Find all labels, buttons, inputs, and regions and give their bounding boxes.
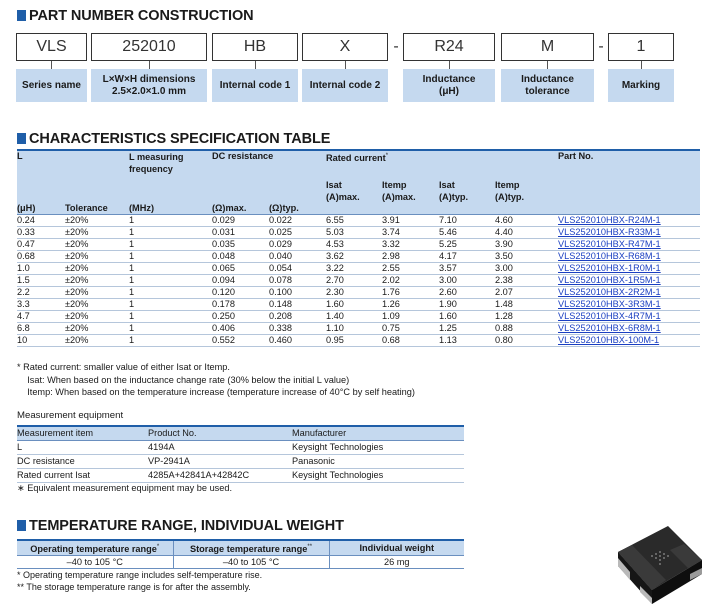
cell-part-number[interactable]: VLS252010HBX-2R2M-1: [558, 287, 700, 299]
cell-dcr-max: 0.178: [212, 299, 269, 311]
cell-L-value: 1.5: [17, 275, 65, 287]
hdr-L: L: [17, 150, 65, 179]
spec-note: Isat: When based on the inductance change rate (30% below the initial L value): [17, 374, 350, 385]
cell-isat-typ: 3.57: [439, 263, 495, 275]
cell-part-number[interactable]: VLS252010HBX-100M-1: [558, 335, 700, 347]
cell-tolerance: ±20%: [65, 227, 129, 239]
cell-itemp-typ: 0.80: [495, 335, 558, 347]
cell-isat-typ: 1.13: [439, 335, 495, 347]
temp-hdr-operating: Operating temperature range*: [17, 540, 173, 556]
cell-dcr-max: 0.029: [212, 215, 269, 227]
cell-frequency: 1: [129, 323, 212, 335]
cell-dcr-typ: 0.054: [269, 263, 326, 275]
cell-itemp-max: 3.32: [382, 239, 439, 251]
section-title-spec-table: CHARACTERISTICS SPECIFICATION TABLE: [17, 131, 330, 147]
cell-isat-typ: 3.00: [439, 275, 495, 287]
temp-storage-value: –40 to 105 °C: [173, 556, 329, 569]
cell-dcr-typ: 0.029: [269, 239, 326, 251]
cell-isat-typ: 1.60: [439, 311, 495, 323]
table-row: [17, 299, 700, 311]
pn-connector: [51, 61, 52, 69]
pn-segment-inductance: R24: [403, 33, 495, 61]
cell-dcr-typ: 0.078: [269, 275, 326, 287]
pn-connector: [255, 61, 256, 69]
cell-itemp-typ: 4.60: [495, 215, 558, 227]
cell-tolerance: ±20%: [65, 251, 129, 263]
cell-itemp-typ: 2.38: [495, 275, 558, 287]
cell-dcr-typ: 0.460: [269, 335, 326, 347]
cell-itemp-typ: 4.40: [495, 227, 558, 239]
table-row: L 4194A Keysight Technologies: [17, 441, 464, 455]
cell-isat-typ: 2.60: [439, 287, 495, 299]
pn-label-tolerance: Inductance tolerance: [501, 69, 594, 102]
cell-isat-typ: 4.17: [439, 251, 495, 263]
temperature-table: [17, 539, 464, 569]
table-row: [17, 335, 700, 347]
spec-table-body: [17, 215, 700, 347]
cell-itemp-typ: 3.50: [495, 251, 558, 263]
meas-hdr-item: Measurement item: [17, 426, 148, 441]
cell-isat-max: 1.40: [326, 311, 382, 323]
cell-part-number[interactable]: VLS252010HBX-R33M-1: [558, 227, 700, 239]
cell-isat-max: 2.30: [326, 287, 382, 299]
cell-L-value: 4.7: [17, 311, 65, 323]
cell-dcr-typ: 0.208: [269, 311, 326, 323]
cell-dcr-max: 0.552: [212, 335, 269, 347]
cell-isat-max: 1.60: [326, 299, 382, 311]
cell-frequency: 1: [129, 287, 212, 299]
spec-notes: [17, 361, 415, 399]
cell-L-value: 1.0: [17, 263, 65, 275]
hdr-itemp-typ: Itemp (A)typ.: [495, 179, 558, 203]
cell-itemp-max: 2.55: [382, 263, 439, 275]
hdr-dcr-max: (Ω)max.: [212, 203, 269, 215]
cell-L-value: 6.8: [17, 323, 65, 335]
measurement-table: [17, 425, 464, 483]
pn-connector: [547, 61, 548, 69]
cell-itemp-typ: 2.07: [495, 287, 558, 299]
table-row: [17, 239, 700, 251]
meas-hdr-manufacturer: Manufacturer: [292, 426, 464, 441]
cell-dcr-max: 0.120: [212, 287, 269, 299]
spec-table: [17, 149, 700, 347]
pn-label-code2: Internal code 2: [302, 69, 388, 102]
spec-header-row: [17, 203, 700, 215]
table-row: [17, 323, 700, 335]
cell-frequency: 1: [129, 251, 212, 263]
cell-tolerance: ±20%: [65, 299, 129, 311]
cell-dcr-typ: 0.022: [269, 215, 326, 227]
cell-dcr-max: 0.250: [212, 311, 269, 323]
cell-tolerance: ±20%: [65, 287, 129, 299]
spec-header-row: [17, 179, 700, 203]
table-row: [17, 556, 464, 569]
cell-itemp-max: 0.68: [382, 335, 439, 347]
hdr-dcr: DC resistance: [212, 150, 326, 179]
cell-tolerance: ±20%: [65, 239, 129, 251]
cell-isat-max: 5.03: [326, 227, 382, 239]
cell-L-value: 0.47: [17, 239, 65, 251]
meas-hdr-product: Product No.: [148, 426, 292, 441]
weight-value: 26 mg: [329, 556, 464, 569]
cell-L-value: 0.68: [17, 251, 65, 263]
cell-itemp-max: 1.76: [382, 287, 439, 299]
temperature-note: * Operating temperature range includes self-temperature rise.: [17, 570, 263, 580]
pn-segment-marking: 1: [608, 33, 674, 61]
cell-dcr-max: 0.065: [212, 263, 269, 275]
pn-segment-code1: HB: [212, 33, 298, 61]
cell-dcr-typ: 0.040: [269, 251, 326, 263]
cell-frequency: 1: [129, 263, 212, 275]
cell-isat-max: 3.62: [326, 251, 382, 263]
temperature-notes: [17, 569, 262, 593]
pn-connector: [449, 61, 450, 69]
pn-dash: -: [393, 38, 399, 55]
cell-L-value: 10: [17, 335, 65, 347]
cell-tolerance: ±20%: [65, 323, 129, 335]
cell-isat-typ: 1.25: [439, 323, 495, 335]
table-row: DC resistance VP-2941A Panasonic: [17, 455, 464, 469]
cell-itemp-max: 2.02: [382, 275, 439, 287]
hdr-freq-unit: (MHz): [129, 203, 212, 215]
cell-tolerance: ±20%: [65, 263, 129, 275]
cell-part-number[interactable]: VLS252010HBX-1R0M-1: [558, 263, 700, 275]
cell-frequency: 1: [129, 335, 212, 347]
temp-hdr-weight: Individual weight: [329, 540, 464, 556]
section-marker-icon: [17, 133, 26, 144]
cell-frequency: 1: [129, 275, 212, 287]
hdr-itemp-max: Itemp (A)max.: [382, 179, 439, 203]
hdr-rated: Rated current*: [326, 150, 558, 179]
cell-frequency: 1: [129, 311, 212, 323]
cell-L-value: 3.3: [17, 299, 65, 311]
spec-header-row: [17, 150, 700, 179]
pn-label-series: Series name: [16, 69, 87, 102]
cell-isat-max: 0.95: [326, 335, 382, 347]
cell-dcr-typ: 0.338: [269, 323, 326, 335]
spec-note: Itemp: When based on the temperature increase (temperature increase of 40°C by self heating): [17, 387, 415, 397]
hdr-dcr-typ: (Ω)typ.: [269, 203, 326, 215]
temp-hdr-storage: Storage temperature range**: [173, 540, 329, 556]
cell-itemp-max: 1.26: [382, 299, 439, 311]
cell-part-number[interactable]: VLS252010HBX-1R5M-1: [558, 275, 700, 287]
cell-part-number[interactable]: VLS252010HBX-R47M-1: [558, 239, 700, 251]
table-row: [17, 215, 700, 227]
section-marker-icon: [17, 10, 26, 21]
cell-itemp-max: 3.74: [382, 227, 439, 239]
pn-segment-tolerance: M: [501, 33, 594, 61]
spec-note: * Rated current: smaller value of either Isat or Itemp.: [17, 362, 230, 372]
pn-dash: -: [598, 38, 604, 55]
table-row: [17, 263, 700, 275]
hdr-tolerance: Tolerance: [65, 203, 129, 215]
table-row: [17, 287, 700, 299]
cell-isat-max: 3.22: [326, 263, 382, 275]
pn-segment-code2: X: [302, 33, 388, 61]
cell-isat-max: 1.10: [326, 323, 382, 335]
cell-tolerance: ±20%: [65, 335, 129, 347]
section-marker-icon: [17, 520, 26, 531]
temperature-note: ** The storage temperature range is for after the assembly.: [17, 582, 251, 592]
pn-segment-series: VLS: [16, 33, 87, 61]
hdr-part: Part No.: [558, 150, 700, 179]
temp-operating-value: –40 to 105 °C: [17, 556, 173, 569]
cell-frequency: 1: [129, 299, 212, 311]
pn-connector: [345, 61, 346, 69]
cell-itemp-max: 3.91: [382, 215, 439, 227]
cell-dcr-typ: 0.100: [269, 287, 326, 299]
cell-dcr-max: 0.406: [212, 323, 269, 335]
hdr-L-unit: (μH): [17, 203, 65, 215]
pn-segment-dimensions: 252010: [91, 33, 207, 61]
cell-part-number[interactable]: VLS252010HBX-4R7M-1: [558, 311, 700, 323]
hdr-isat-typ: Isat (A)typ.: [439, 179, 495, 203]
pn-connector: [641, 61, 642, 69]
cell-itemp-typ: 0.88: [495, 323, 558, 335]
pn-label-code1: Internal code 1: [212, 69, 298, 102]
cell-tolerance: ±20%: [65, 311, 129, 323]
pn-connector: [149, 61, 150, 69]
section-title-part-number: PART NUMBER CONSTRUCTION: [17, 8, 254, 24]
cell-tolerance: ±20%: [65, 215, 129, 227]
cell-dcr-typ: 0.148: [269, 299, 326, 311]
cell-itemp-typ: 3.90: [495, 239, 558, 251]
cell-part-number[interactable]: VLS252010HBX-R68M-1: [558, 251, 700, 263]
cell-isat-max: 4.53: [326, 239, 382, 251]
cell-part-number[interactable]: VLS252010HBX-6R8M-1: [558, 323, 700, 335]
cell-L-value: 0.24: [17, 215, 65, 227]
measurement-title: Measurement equipment: [17, 410, 124, 421]
cell-dcr-max: 0.094: [212, 275, 269, 287]
hdr-freq: L measuring frequency: [129, 150, 212, 179]
inductor-chip-image: [610, 520, 706, 608]
cell-isat-typ: 7.10: [439, 215, 495, 227]
cell-frequency: 1: [129, 215, 212, 227]
cell-dcr-max: 0.048: [212, 251, 269, 263]
table-row: [17, 275, 700, 287]
cell-dcr-max: 0.031: [212, 227, 269, 239]
cell-L-value: 2.2: [17, 287, 65, 299]
cell-isat-typ: 1.90: [439, 299, 495, 311]
cell-itemp-max: 2.98: [382, 251, 439, 263]
cell-isat-max: 2.70: [326, 275, 382, 287]
cell-frequency: 1: [129, 239, 212, 251]
hdr-isat-max: Isat (A)max.: [326, 179, 382, 203]
measurement-header-row: [17, 426, 464, 441]
cell-tolerance: ±20%: [65, 275, 129, 287]
table-row: Rated current Isat 4285A+42841A+42842C Keysight Technologies: [17, 469, 464, 483]
cell-isat-typ: 5.25: [439, 239, 495, 251]
cell-itemp-typ: 3.00: [495, 263, 558, 275]
section-title-temperature: TEMPERATURE RANGE, INDIVIDUAL WEIGHT: [17, 518, 344, 534]
cell-part-number[interactable]: VLS252010HBX-R24M-1: [558, 215, 700, 227]
pn-label-marking: Marking: [608, 69, 674, 102]
table-row: [17, 227, 700, 239]
cell-isat-typ: 5.46: [439, 227, 495, 239]
pn-label-dimensions: L×W×H dimensions 2.5×2.0×1.0 mm: [91, 69, 207, 102]
pn-label-inductance: Inductance (μH): [403, 69, 495, 102]
cell-isat-max: 6.55: [326, 215, 382, 227]
table-row: [17, 311, 700, 323]
table-row: [17, 251, 700, 263]
cell-itemp-max: 1.09: [382, 311, 439, 323]
cell-itemp-max: 0.75: [382, 323, 439, 335]
temperature-header-row: [17, 540, 464, 556]
cell-dcr-typ: 0.025: [269, 227, 326, 239]
cell-itemp-typ: 1.28: [495, 311, 558, 323]
cell-frequency: 1: [129, 227, 212, 239]
cell-dcr-max: 0.035: [212, 239, 269, 251]
measurement-note: ∗ Equivalent measurement equipment may be used.: [17, 483, 233, 493]
cell-L-value: 0.33: [17, 227, 65, 239]
cell-itemp-typ: 1.48: [495, 299, 558, 311]
cell-part-number[interactable]: VLS252010HBX-3R3M-1: [558, 299, 700, 311]
